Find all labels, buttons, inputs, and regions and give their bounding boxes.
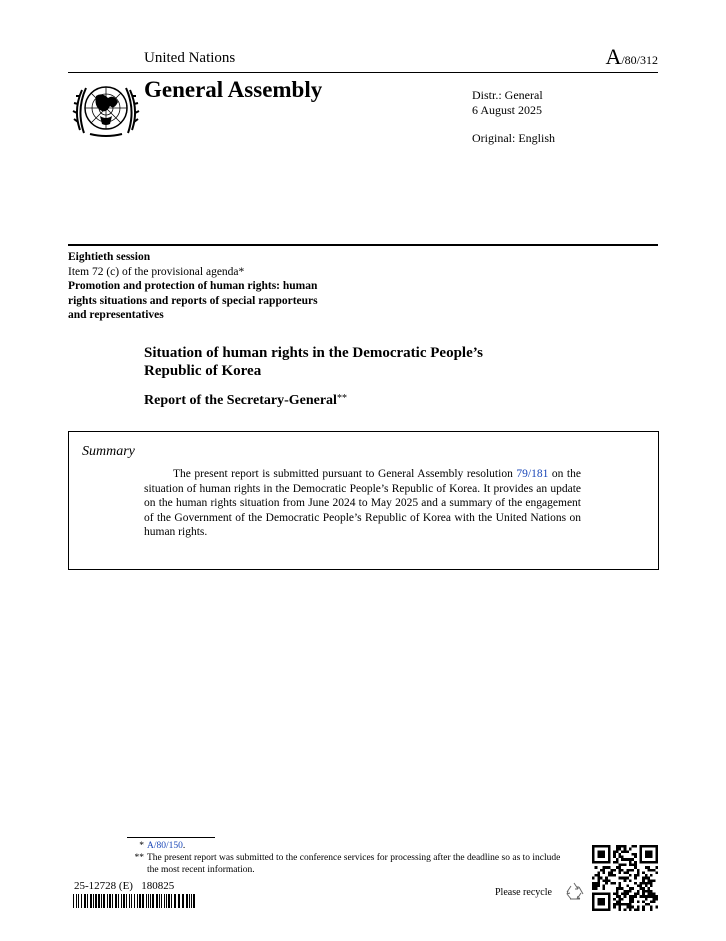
symbol-letter: A: [605, 44, 622, 69]
footnote-2: [128, 852, 573, 876]
footnote-rule: [127, 837, 215, 838]
symbol-number: /80/312: [621, 53, 658, 67]
agenda-item: Item 72 (c) of the provisional agenda*: [68, 265, 245, 278]
document-title: [144, 344, 564, 380]
footnote-1: [128, 840, 185, 852]
footnote-1-text: .: [182, 841, 186, 851]
distribution-block: [472, 88, 543, 117]
organization-name: United Nations: [144, 50, 236, 66]
job-number-code: 25-12728 (E): [74, 880, 133, 892]
session-name: Eightieth session: [68, 251, 151, 263]
qr-code-icon: [592, 845, 658, 911]
summary-text-end: on the situation of human rights in the Democratic People’s Republic of Korea. It provides an update on the human rights situation from June 2024 to May 2025 and a summary of the engagement of the Government of the Democratic People’s Republic of Korea with the United Nations on human rights.: [144, 468, 581, 539]
footnote-1-marker: *: [139, 841, 144, 851]
body-title: General Assembly: [144, 77, 323, 102]
job-number-date: 180825: [141, 880, 175, 892]
header-rule: [68, 72, 658, 73]
agenda-title-line-2: rights situations and reports of special rapporteurs: [68, 294, 318, 307]
title-line-1: Situation of human rights in the Democratic People’s: [144, 345, 484, 361]
summary-text-start: The present report is submitted pursuant to General Assembly resolution: [173, 468, 517, 480]
job-number: [74, 880, 174, 892]
title-line-2: Republic of Korea: [144, 363, 262, 379]
summary-paragraph: [144, 467, 581, 540]
section-rule: [68, 244, 658, 246]
report-subtitle: [144, 393, 347, 409]
footnote-2-text: The present report was submitted to the conference services for processing after the deadline so as to include the most recent information.: [147, 853, 561, 875]
recycle-icon: [563, 880, 585, 902]
footnote-1-link[interactable]: A/80/150: [147, 841, 183, 851]
resolution-link[interactable]: 79/181: [516, 468, 549, 480]
distribution-label: Distr.: General: [472, 88, 543, 102]
agenda-title-line-1: Promotion and protection of human rights: human: [68, 280, 318, 293]
original-language: Original: English: [472, 131, 555, 145]
report-of: Report of the Secretary-General: [144, 393, 337, 408]
document-symbol: [605, 44, 658, 70]
report-footnote-marker: **: [336, 393, 347, 404]
footnote-2-marker: **: [134, 853, 144, 863]
session-block: [68, 250, 368, 323]
recycle-label: Please recycle: [495, 887, 552, 898]
document-date: 6 August 2025: [472, 102, 543, 117]
barcode-icon: [73, 894, 197, 908]
un-emblem-icon: [70, 80, 142, 140]
agenda-title-line-3: and representatives: [68, 309, 164, 322]
summary-heading: Summary: [82, 444, 135, 459]
